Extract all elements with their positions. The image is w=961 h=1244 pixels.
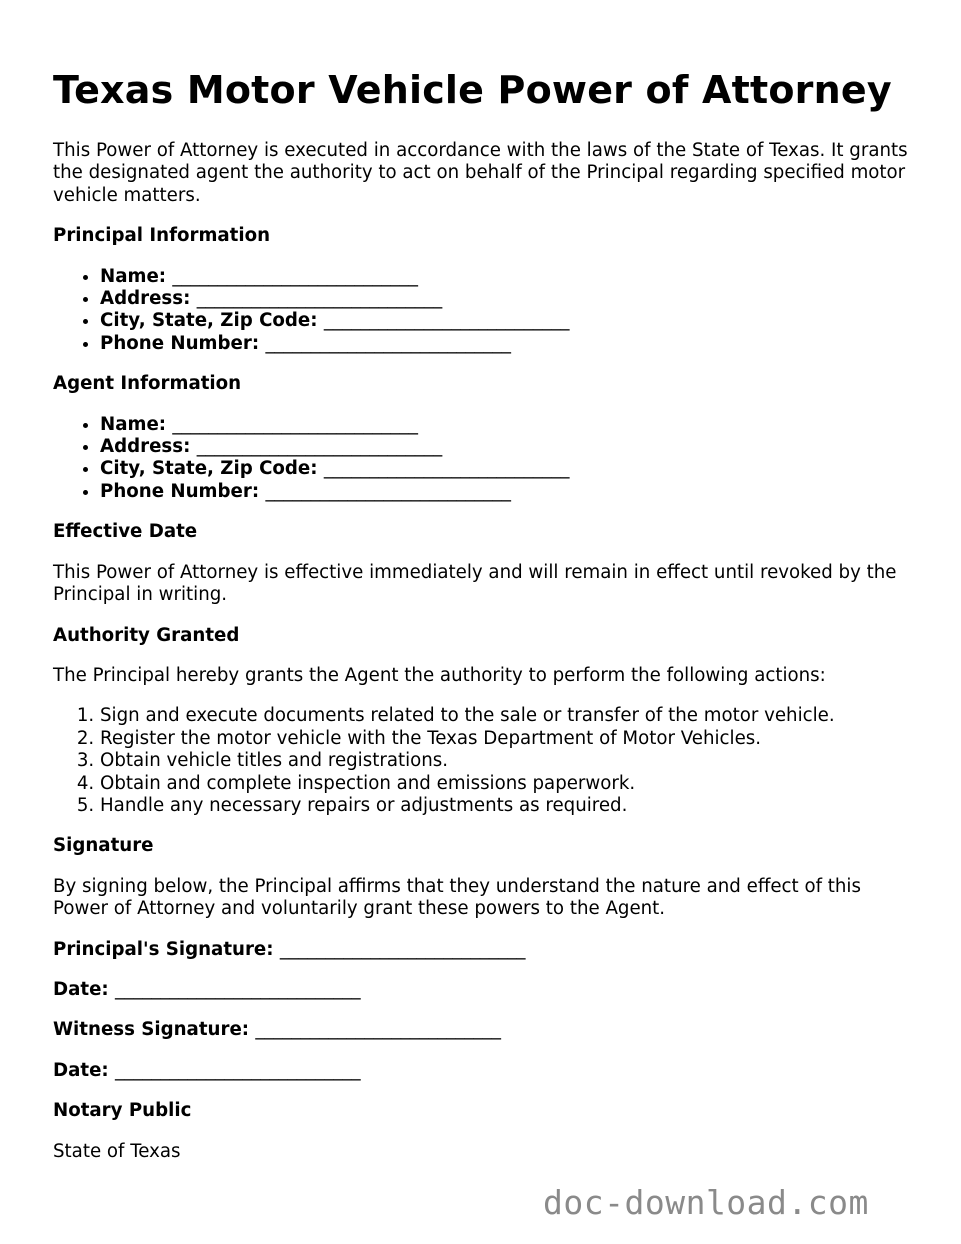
notary-state-text: State of Texas (53, 1140, 181, 1162)
blank-line: ___________________________ (265, 480, 511, 502)
principal-fields-list (53, 266, 913, 356)
agent-information-heading: Agent Information (53, 373, 242, 395)
field-label: Name: (100, 265, 167, 287)
authority-action-item: 2. Register the motor vehicle with the Texas Department of Motor Vehicles. (100, 728, 913, 750)
blank-line: ___________________________ (196, 288, 443, 310)
field-label: City, State, Zip Code: (100, 310, 318, 332)
principal-address-field[interactable] (100, 288, 913, 310)
principal-phone-field[interactable] (100, 333, 913, 355)
blank-line: ___________________________ (279, 938, 526, 960)
field-label: Address: (100, 288, 191, 310)
intro-paragraph: This Power of Attorney is executed in accordance with the laws of the State of Texas. It grants the designated agent the authority to act on behalf of the Principal regarding specified motor vehicle matters. (53, 140, 908, 206)
authority-action-item: 1. Sign and execute documents related to the sale or transfer of the motor vehicle. (100, 705, 913, 727)
field-label: Phone Number: (100, 332, 260, 354)
principal-information-heading: Principal Information (53, 225, 271, 247)
effective-date-heading: Effective Date (53, 521, 198, 543)
signature-paragraph: By signing below, the Principal affirms that they understand the nature and effect of this Power of Attorney and voluntarily grant these powers to the Agent. (53, 875, 861, 920)
principal-signature-field[interactable] (53, 939, 913, 961)
agent-city-state-zip-field[interactable] (100, 458, 913, 480)
blank-line: ___________________________ (323, 310, 570, 332)
document-page (53, 62, 913, 1181)
field-label: Principal's Signature: (53, 938, 274, 960)
agent-name-field[interactable] (100, 414, 913, 436)
field-label: City, State, Zip Code: (100, 458, 318, 480)
blank-line: ___________________________ (115, 978, 361, 1000)
agent-address-field[interactable] (100, 436, 913, 458)
effective-date-paragraph: This Power of Attorney is effective immediately and will remain in effect until revoked by the Principal in writing. (53, 561, 897, 606)
field-label: Phone Number: (100, 480, 260, 502)
blank-line: ___________________________ (196, 436, 443, 458)
authority-action-item: 3. Obtain vehicle titles and registrations. (100, 750, 913, 772)
blank-line: ___________________________ (323, 458, 570, 480)
agent-phone-field[interactable] (100, 481, 913, 503)
field-label: Name: (100, 413, 167, 435)
authority-actions-list (53, 705, 913, 817)
signature-heading: Signature (53, 835, 154, 857)
authority-action-item: 5. Handle any necessary repairs or adjustments as required. (100, 795, 913, 817)
field-label: Address: (100, 436, 191, 458)
principal-name-field[interactable] (100, 266, 913, 288)
agent-fields-list (53, 414, 913, 504)
blank-line: ___________________________ (255, 1019, 501, 1041)
principal-date-field[interactable] (53, 979, 913, 1001)
blank-line: ___________________________ (172, 265, 418, 287)
principal-city-state-zip-field[interactable] (100, 310, 913, 332)
authority-intro-paragraph: The Principal hereby grants the Agent the authority to perform the following actions: (53, 664, 826, 686)
notary-public-heading: Notary Public (53, 1100, 192, 1122)
document-title: Texas Motor Vehicle Power of Attorney (53, 68, 892, 112)
witness-date-field[interactable] (53, 1060, 913, 1082)
watermark-text: doc-download.com (543, 1183, 869, 1222)
field-label: Date: (53, 978, 109, 1000)
field-label: Date: (53, 1059, 109, 1081)
witness-signature-field[interactable] (53, 1019, 913, 1041)
blank-line: ___________________________ (115, 1059, 361, 1081)
field-label: Witness Signature: (53, 1019, 250, 1041)
authority-granted-heading: Authority Granted (53, 624, 240, 646)
blank-line: ___________________________ (265, 332, 511, 354)
authority-action-item: 4. Obtain and complete inspection and emissions paperwork. (100, 773, 913, 795)
blank-line: ___________________________ (172, 413, 418, 435)
